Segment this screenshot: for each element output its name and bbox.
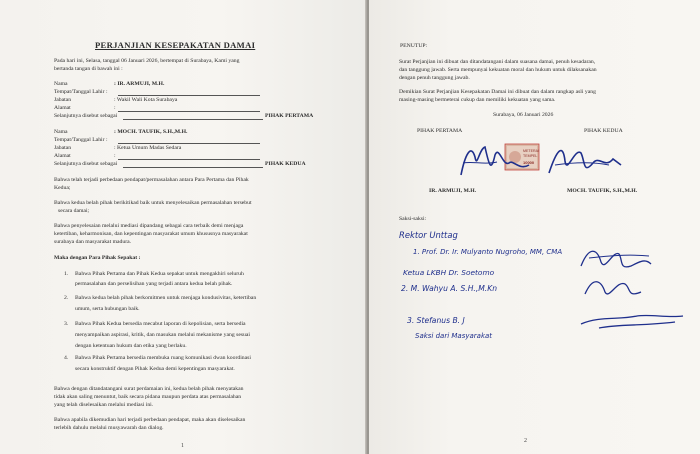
stamp-text-3: 10000 <box>523 160 535 165</box>
place-date: Surabaya, 06 Januari 2026 <box>493 112 554 118</box>
item3-line-2: menyampaikan aspirasi, kritik, dan masukan melalui mekanisme yang sesuai <box>75 332 251 338</box>
recital1-line-2: Kedua; <box>54 185 71 191</box>
recital3-line-3: surabaya dan masyarakat madura. <box>54 239 132 245</box>
item4-line-2: secara konstruktif dengan Pihak Kedua demi kepentingan masyarakat. <box>75 366 235 372</box>
party2-alamat-label: Alamat <box>54 153 71 159</box>
closing-heading: PENUTUP: <box>400 43 428 49</box>
party1-role: PIHAK PERTAMA <box>265 113 314 119</box>
witness-signature-2 <box>585 282 641 294</box>
recital2-line-1: Bahwa kedua belah pihak berikitikad baik untuk menyelesaikan permasalahan tersebut <box>54 200 252 206</box>
witnesses-heading: Saksi-saksi: <box>399 216 427 222</box>
party2-selanjutnya: Selanjutnya disebut sebagai <box>54 161 118 167</box>
witness-handwriting-3: Ketua LKBH Dr. Soetomo <box>403 268 495 277</box>
witness-signature-3 <box>581 315 683 328</box>
party1-alamat-label: Alamat <box>54 105 71 111</box>
item2-number: 2. <box>64 295 69 301</box>
intro-line-2: bertanda tangan di bawah ini : <box>54 66 123 72</box>
sign-left-role: PIHAK PERTAMA <box>417 128 463 134</box>
item4-number: 4. <box>64 355 69 361</box>
page-number-2: 2 <box>524 438 527 444</box>
signature-area <box>449 135 649 187</box>
witness-handwriting-2: 1. Prof. Dr. Ir. Mulyanto Nugroho, MM, CMA <box>413 248 563 256</box>
witness-handwriting-5: 3. Stefanus B. J <box>407 316 465 325</box>
penutup-para1-line-3: dengan penuh tanggung jawab. <box>399 75 470 81</box>
item1-number: 1. <box>64 271 69 277</box>
party2-role: PIHAK KEDUA <box>265 161 306 167</box>
document-page-2 <box>369 0 700 454</box>
party1-nama-value: : IR. ARMUJI, M.H. <box>114 81 165 87</box>
item1-line-2: permasalahan dan perselisihan yang terjadi antara kedua belah pihak. <box>75 281 233 287</box>
item1-line-1: Bahwa Pihak Pertama dan Pihak Kedua sepakat untuk mengakhiri seluruh <box>75 271 244 277</box>
closing1-line-3: yang telah diselesaikan melalui mediasi ini. <box>54 402 154 408</box>
party1-ttl-label: Tempat/Tanggal Lahir : <box>54 89 108 95</box>
item3-number: 3. <box>64 321 69 327</box>
closing1-line-2: tidak akan saling menuntut, baik secara pidana maupun perdata atas permasalahan <box>54 394 242 400</box>
party2-nama-value: : MOCH. TAUFIK, S.H.,M.H. <box>114 129 188 135</box>
sign-left-name: IR. ARMUJI, M.H. <box>429 188 477 194</box>
item3-line-3: dengan ketentuan hukum dan etika yang berlaku. <box>75 343 187 349</box>
stamp-text-1: METERAI <box>523 149 539 153</box>
penutup-para1-line-2: dan tanggung jawab. Serta mempunyai kekuatan moral dan hukum untuk dilaksanakan <box>399 67 597 73</box>
intro-line-1: Pada hari ini, Selasa, tanggal 06 Januari 2026, bertempat di Surabaya, Kami yang <box>54 58 240 64</box>
witness-handwriting-4: 2. M. Wahyu A. S.H.,M.Kn <box>401 284 498 293</box>
document-title: PERJANJIAN KESEPAKATAN DAMAI <box>95 40 256 50</box>
penutup-para2-line-2: masing-masing bermeterai cukup dan memiliki kekuatan yang sama. <box>399 97 556 103</box>
item2-line-2: umum, serta hubungan baik. <box>75 306 140 312</box>
recital3-line-1: Bahwa penyelesaian melalui mediasi dipandang sebagai cara terbaik demi menjaga <box>54 223 244 229</box>
party2-jabatan-value: : Ketua Umum Madas Sedara <box>114 145 182 151</box>
party1-alamat-value: : <box>114 105 116 111</box>
sign-right-name: MOCH. TAUFIK, S.H.,M.H. <box>567 188 638 194</box>
party2-nama-label: Nama <box>54 129 68 135</box>
page-number-1: 1 <box>181 443 184 449</box>
recital2-line-2: secara damai; <box>58 208 90 214</box>
item3-line-1: Bahwa Pihak Kedua bersedia mecabut laporan di kepolisian, serta bersedia <box>75 321 246 327</box>
stamp-text-2: TEMPEL <box>523 154 538 158</box>
recital3-line-2: ketertiban, keharmonisan, dan kepentingan masyarakat umum khususnya masyarakat <box>54 231 248 237</box>
item2-line-1: Bahwa kedua belah pihak berkomitmen untuk menjaga kondusivitas, ketertiban <box>75 295 257 301</box>
witness-signatures <box>579 236 694 346</box>
penutup-para2-line-1: Demikian Surat Perjanjian Kesepakatan Damai ini dibuat dan dalam rangkap asli yang <box>399 89 596 95</box>
party1-jabatan-label: Jabatan <box>54 97 72 103</box>
witness-signature-1 <box>581 251 651 267</box>
party1-nama-label: Nama <box>54 81 68 87</box>
party2-jabatan-label: Jabatan <box>54 145 72 151</box>
closing1-line-1: Bahwa dengan ditandatangani surat perdamaian ini, kedua belah pihak menyatakan <box>54 386 244 392</box>
witness-handwriting-6: Saksi dari Masyarakat <box>415 332 493 340</box>
closing2-line-1: Bahwa apabila dikemudian hari terjadi perbedaan pendapat, maka akan diselesaikan <box>54 417 246 423</box>
party1-jabatan-value: : Wakil Wali Kota Surabaya <box>114 97 178 103</box>
penutup-para1-line-1: Surat Perjanjian ini dibuat dan ditandatangani dalam suasana damai, penuh kesadaran, <box>399 59 596 65</box>
item4-line-1: Bahwa Pihak Pertama bersedia membuka ruang komunikasi dwan koordinasi <box>75 355 251 361</box>
closing2-line-2: terlebih dahulu melalui musyawarah dan dialog. <box>54 425 164 431</box>
recital1-line-1: Bahwa telah terjadi perbedaan pendapat/permasalahan antara Para Pertama dan Pihak <box>54 177 249 183</box>
agreement-heading: Maka dengan Para Pihak Sepakat : <box>54 255 141 261</box>
witness-handwriting-1: Rektor Unttag <box>399 230 458 240</box>
sign-right-role: PIHAK KEDUA <box>584 128 623 134</box>
party2-alamat-value: : <box>114 153 116 159</box>
signature-right <box>549 151 621 173</box>
party2-ttl-label: Tempat/Tanggal Lahir : <box>54 137 108 143</box>
party1-selanjutnya: Selanjutnya disebut sebagai <box>54 113 118 119</box>
